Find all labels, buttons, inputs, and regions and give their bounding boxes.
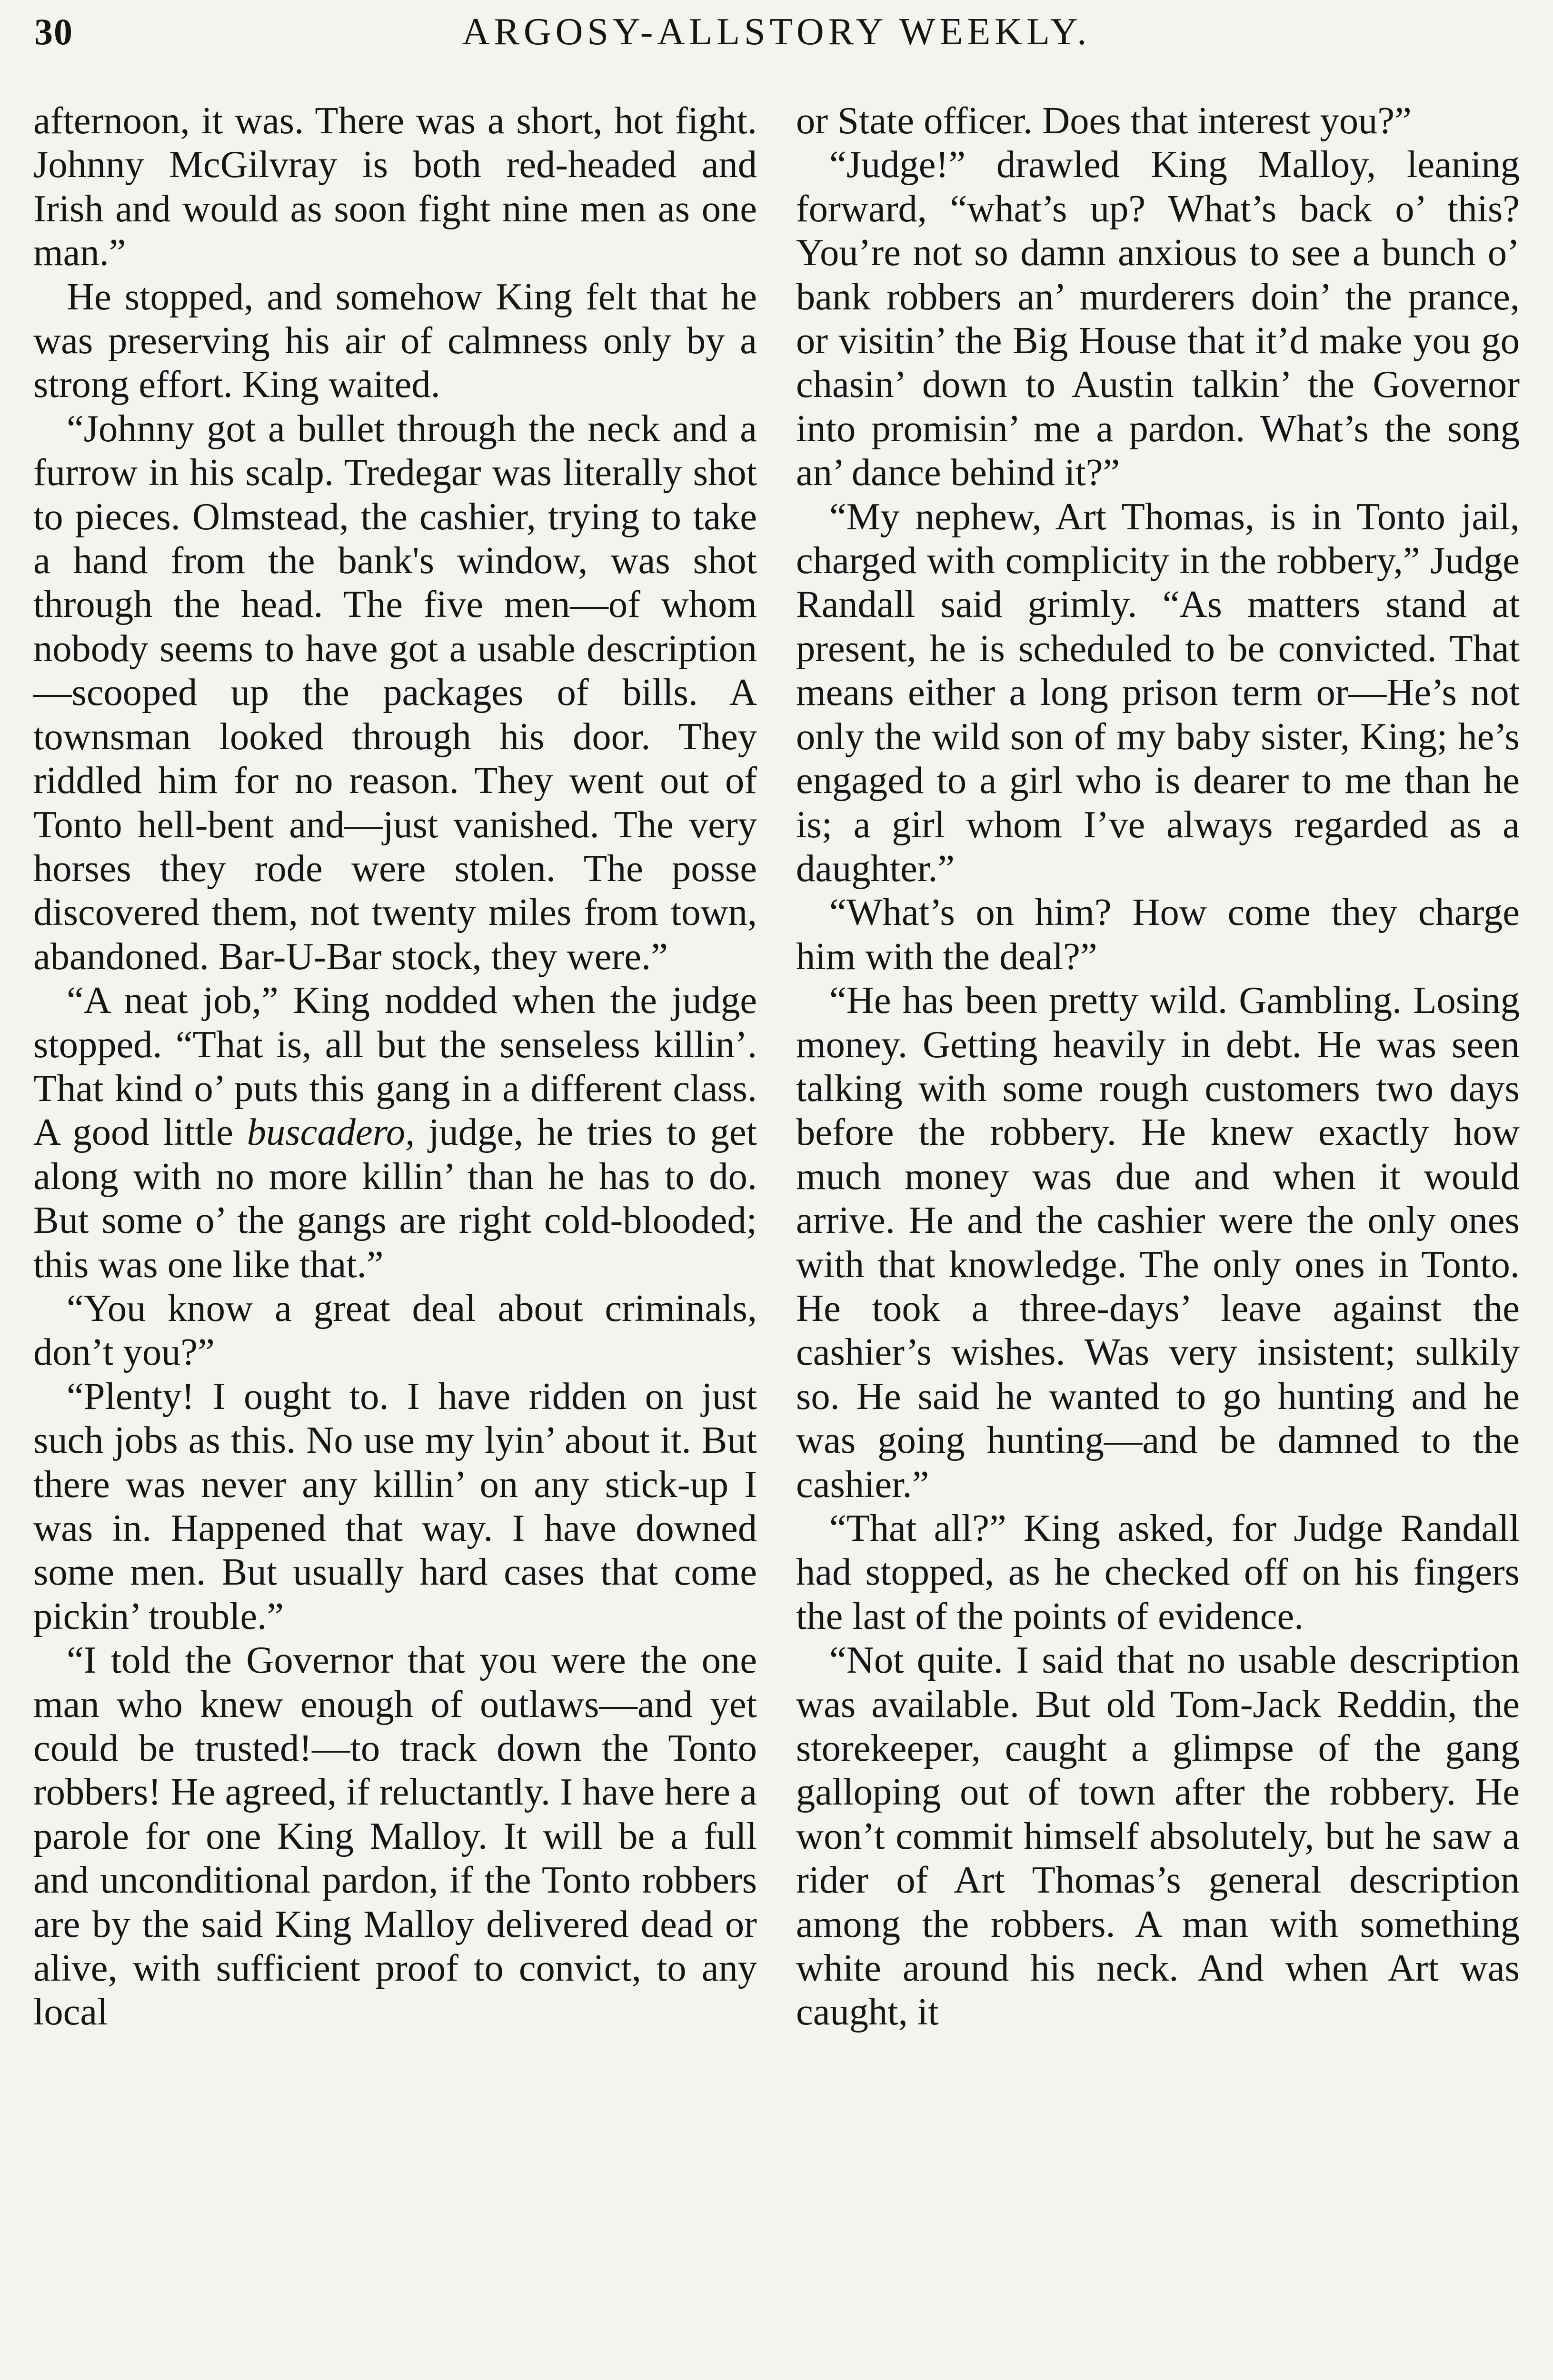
paragraph: “Not quite. I said that no usable description was available. But old Tom-Jack Reddin, the storekeeper, caught a glimpse of the gang galloping out of town after the robbery. He won’t commit himself absolutely, but he saw a rider of Art Thomas’s general description among the robbers. A man with something white around his neck. And when Art was caught, it	[796, 1639, 1520, 2033]
left-column	[33, 99, 757, 2034]
paragraph: He stopped, and somehow King felt that he was preserving his air of calmness only by a strong effort. King waited.	[33, 275, 757, 406]
paragraph: “He has been pretty wild. Gambling. Losing money. Getting heavily in debt. He was seen talking with some rough customers two days before the robbery. He knew exactly how much money was due and when it would arrive. He and the cashier were the only ones with that knowledge. The only ones in Tonto. He took a three-days’ leave against the cashier’s wishes. Was very insistent; sulkily so. He said he wanted to go hunting and he was going hunting—and be damned to the cashier.”	[796, 979, 1520, 1506]
paragraph	[33, 979, 757, 1287]
paragraph: “What’s on him? How come they charge him with the deal?”	[796, 891, 1520, 978]
paragraph: “I told the Governor that you were the one man who knew enough of outlaws—and yet could be trusted!—to track down the Tonto robbers! He agreed, if reluctantly. I have here a parole for one King Malloy. It will be a full and unconditional pardon, if the Tonto robbers are by the said King Malloy delivered dead or alive, with sufficient proof to convict, to any local	[33, 1639, 757, 2033]
running-head: ARGOSY-ALLSTORY WEEKLY.	[462, 11, 1091, 53]
paragraph: “My nephew, Art Thomas, is in Tonto jail, charged with complicity in the robbery,” Judge Randall said grimly. “As matters stand at present, he is scheduled to be convicted. That means either a long prison term or—He’s not only the wild son of my baby sister, King; he’s engaged to a girl who is dearer to me than he is; a girl whom I’ve always regarded as a daughter.”	[796, 495, 1520, 890]
page-number: 30	[34, 11, 73, 52]
italic-word: buscadero,	[247, 1111, 415, 1154]
paragraph: “Judge!” drawled King Malloy, leaning forward, “what’s up? What’s back o’ this? You’re not so damn anxious to see a bunch o’ bank robbers an’ murderers doin’ the prance, or visitin’ the Big House that it’d make you go chasin’ down to Austin talkin’ the Governor into promisin’ me a pardon. What’s the song an’ dance behind it?”	[796, 143, 1520, 494]
right-column	[796, 99, 1520, 2034]
paragraph-text: “A neat job,” King nodded when the judge stopped. “That is, all but the senseless killin’. That kind o’ puts this gang in a different class. A good little	[33, 979, 757, 1154]
paragraph-text: judge, he tries to get along with no more killin’ than he has to do. But some o’ the gangs are right cold-blooded; this was one like that.”	[33, 1111, 757, 1286]
paragraph: or State officer. Does that interest you?”	[796, 99, 1412, 142]
paragraph: “Johnny got a bullet through the neck and a furrow in his scalp. Tredegar was literally shot to pieces. Olmstead, the cashier, trying to take a hand from the bank's window, was shot through the head. The five men—of whom nobody seems to have got a usable description—scooped up the packages of bills. A townsman looked through his door. They riddled him for no reason. They went out of Tonto hell-bent and—just vanished. The very horses they rode were stolen. The posse discovered them, not twenty miles from town, abandoned. Bar-U-Bar stock, they were.”	[33, 407, 757, 978]
paragraph: “That all?” King asked, for Judge Randall had stopped, as he checked off on his fingers the last of the points of evidence.	[796, 1507, 1520, 1637]
paragraph: afternoon, it was. There was a short, hot fight. Johnny McGilvray is both red-headed and Irish and would as soon fight nine men as one man.”	[33, 99, 757, 274]
paragraph: “Plenty! I ought to. I have ridden on just such jobs as this. No use my lyin’ about it. But there was never any killin’ on any stick-up I was in. Happened that way. I have downed some men. But usually hard cases that come pickin’ trouble.”	[33, 1375, 757, 1637]
paragraph: “You know a great deal about criminals, don’t you?”	[33, 1287, 757, 1374]
page-header	[34, 10, 1519, 63]
